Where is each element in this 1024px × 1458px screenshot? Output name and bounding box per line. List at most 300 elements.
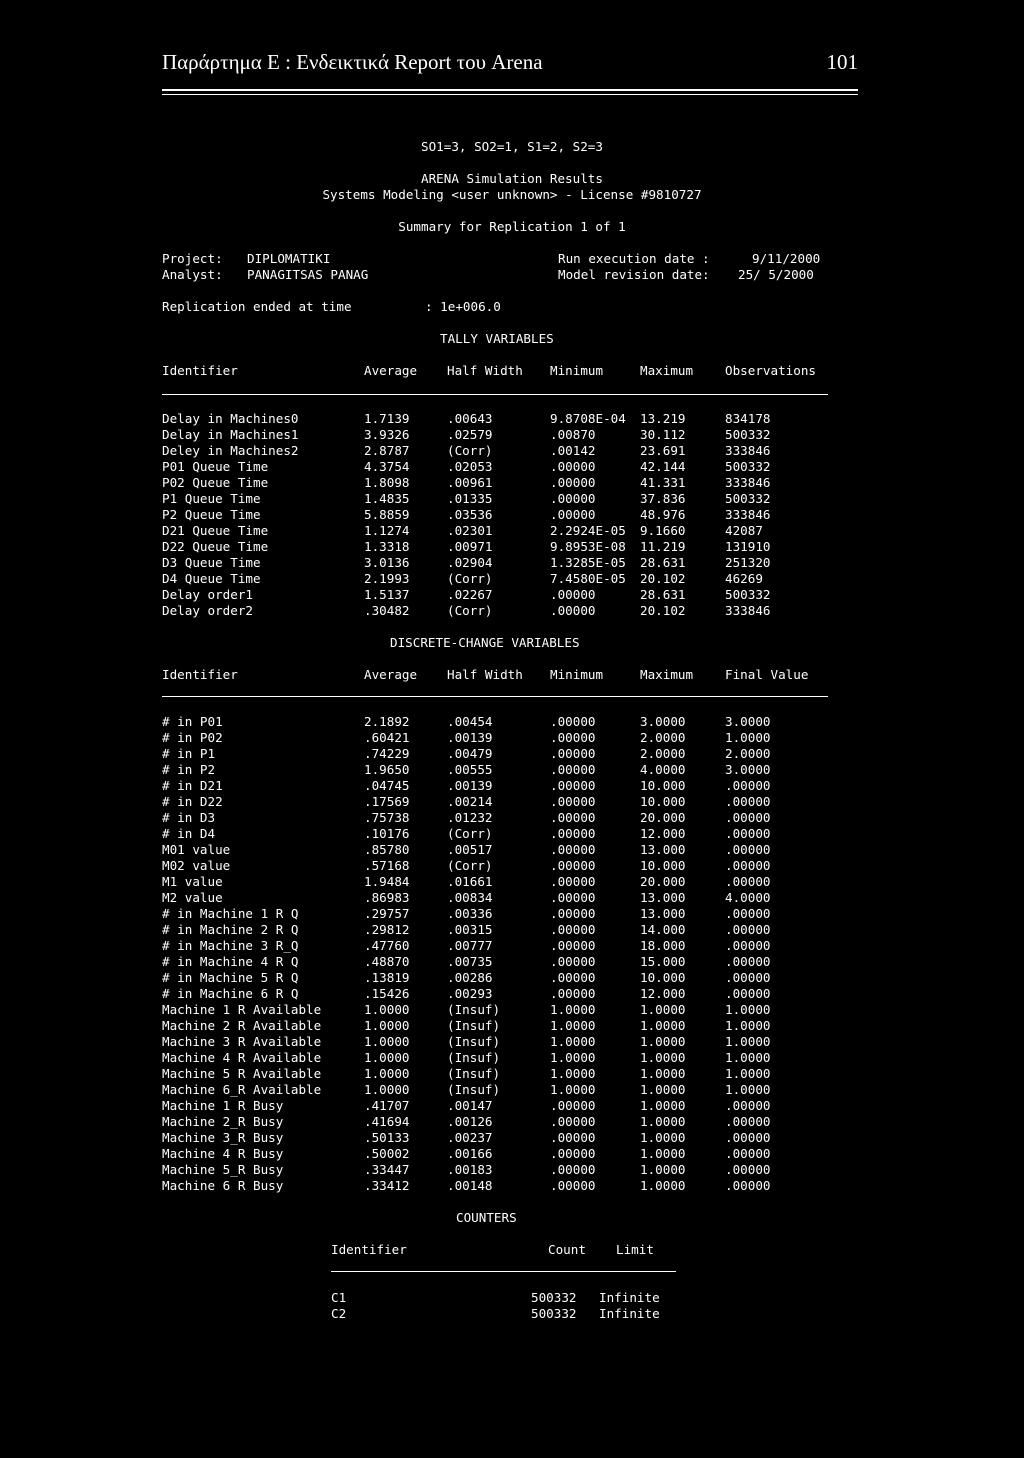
discrete-cell: 1.0000 — [640, 1178, 686, 1193]
discrete-cell: # in Machine 1 R Q — [162, 906, 299, 921]
discrete-cell: (Insuf) — [447, 1002, 501, 1017]
tally-cell: 333846 — [725, 475, 771, 490]
tally-cell: .00643 — [447, 411, 493, 426]
discrete-cell: 1.0000 — [640, 1018, 686, 1033]
discrete-cell: .00000 — [550, 1178, 596, 1193]
discrete-cell: 13.000 — [640, 842, 686, 857]
discrete-cell: .00000 — [725, 938, 771, 953]
discrete-row — [162, 1162, 771, 1178]
discrete-cell: 10.000 — [640, 778, 686, 793]
discrete-row — [162, 714, 771, 730]
discrete-cell: 12.000 — [640, 826, 686, 841]
discrete-cell: Machine 2 R Available — [162, 1018, 322, 1033]
discrete-cell: .00000 — [550, 1146, 596, 1161]
discrete-cell: 2.1892 — [364, 714, 410, 729]
tally-row — [162, 555, 771, 571]
discrete-cell: .00000 — [725, 1130, 771, 1145]
tally-cell: .01335 — [447, 491, 493, 506]
tally-col-minimum: Minimum — [550, 363, 604, 378]
discrete-cell: .00000 — [725, 858, 771, 873]
discrete-row — [162, 794, 771, 810]
tally-cell: .00000 — [550, 459, 596, 474]
discrete-cell: 13.000 — [640, 890, 686, 905]
tally-cell: P02 Queue Time — [162, 475, 269, 490]
discrete-cell: .00000 — [725, 1098, 771, 1113]
discrete-cell: .00139 — [447, 730, 493, 745]
discrete-cell: 1.0000 — [725, 730, 771, 745]
discrete-row — [162, 842, 771, 858]
discrete-cell: # in D3 — [162, 810, 216, 825]
tally-cell: Deley in Machines2 — [162, 443, 299, 458]
tally-cell: 9.8953E-08 — [550, 539, 626, 554]
discrete-cell: 1.0000 — [550, 1066, 596, 1081]
tally-row — [162, 491, 771, 507]
tally-cell: P01 Queue Time — [162, 459, 269, 474]
project-value: DIPLOMATIKI — [247, 251, 331, 266]
discrete-cell: .00000 — [550, 746, 596, 761]
discrete-cell: .00000 — [550, 794, 596, 809]
discrete-cell: 1.0000 — [725, 1002, 771, 1017]
discrete-cell: .00000 — [725, 842, 771, 857]
tally-cell: .02267 — [447, 587, 493, 602]
discrete-cell: .74229 — [364, 746, 410, 761]
tally-cell: 48.976 — [640, 507, 686, 522]
discrete-cell: 1.0000 — [364, 1050, 410, 1065]
tally-col-identifier: Identifier — [162, 363, 238, 378]
discrete-cell: .00000 — [550, 762, 596, 777]
discrete-cell: .13819 — [364, 970, 410, 985]
tally-cell: 1.1274 — [364, 523, 410, 538]
tally-cell: 23.691 — [640, 443, 686, 458]
tally-cell: .00142 — [550, 443, 596, 458]
discrete-cell: # in Machine 5 R Q — [162, 970, 299, 985]
discrete-cell: .33412 — [364, 1178, 410, 1193]
discrete-cell: .86983 — [364, 890, 410, 905]
discrete-cell: .29757 — [364, 906, 410, 921]
tally-cell: 834178 — [725, 411, 771, 426]
discrete-cell: .41707 — [364, 1098, 410, 1113]
discrete-cell: .50133 — [364, 1130, 410, 1145]
discrete-cell: .00147 — [447, 1098, 493, 1113]
discrete-cell: .41694 — [364, 1114, 410, 1129]
discrete-row — [162, 922, 771, 938]
counters-cell: 500332 — [531, 1306, 577, 1321]
discrete-row — [162, 1066, 771, 1082]
discrete-cell: .00000 — [550, 922, 596, 937]
discrete-row — [162, 1098, 771, 1114]
discrete-cell: (Corr) — [447, 826, 493, 841]
discrete-cell: 1.0000 — [640, 1082, 686, 1097]
results-title: ARENA Simulation Results — [421, 171, 603, 186]
tally-cell: 131910 — [725, 539, 771, 554]
discrete-cell: Machine 4 R Busy — [162, 1146, 284, 1161]
project-label: Project: — [162, 251, 223, 266]
counters-cell: 500332 — [531, 1290, 577, 1305]
discrete-cell: .00555 — [447, 762, 493, 777]
discrete-cell: 1.0000 — [640, 1098, 686, 1113]
discrete-cell: .00000 — [550, 730, 596, 745]
counters-rule — [331, 1271, 676, 1272]
counters-col-limit: Limit — [616, 1242, 654, 1257]
page-number: 101 — [826, 50, 858, 74]
counters-cell: C2 — [331, 1306, 347, 1321]
discrete-cell: .57168 — [364, 858, 410, 873]
tally-cell: 42087 — [725, 523, 763, 538]
discrete-cell: 13.000 — [640, 906, 686, 921]
revision-value: 25/ 5/2000 — [738, 267, 814, 282]
discrete-cell: .00000 — [725, 970, 771, 985]
discrete-cell: .00000 — [725, 810, 771, 825]
discrete-cell: M01 value — [162, 842, 231, 857]
tally-rule — [162, 394, 828, 395]
tally-row — [162, 587, 771, 603]
counters-table — [331, 1290, 660, 1322]
discrete-cell: .00777 — [447, 938, 493, 953]
tally-title: TALLY VARIABLES — [440, 331, 554, 346]
discrete-cell: 1.0000 — [640, 1146, 686, 1161]
discrete-cell: 14.000 — [640, 922, 686, 937]
discrete-col-identifier: Identifier — [162, 667, 238, 682]
discrete-col-halfwidth: Half Width — [447, 667, 523, 682]
tally-cell: 20.102 — [640, 603, 686, 618]
tally-cell: 500332 — [725, 587, 771, 602]
tally-cell: .00000 — [550, 587, 596, 602]
tally-cell: (Corr) — [447, 603, 493, 618]
tally-cell: 46269 — [725, 571, 763, 586]
discrete-col-average: Average — [364, 667, 418, 682]
discrete-cell: .00000 — [550, 1098, 596, 1113]
discrete-cell: .00454 — [447, 714, 493, 729]
tally-cell: 500332 — [725, 427, 771, 442]
discrete-cell: .00126 — [447, 1114, 493, 1129]
counters-row — [331, 1306, 660, 1322]
discrete-cell: .00000 — [550, 714, 596, 729]
tally-row — [162, 475, 771, 491]
params-line: SO1=3, SO2=1, S1=2, S2=3 — [421, 139, 603, 154]
tally-row — [162, 571, 771, 587]
tally-cell: 5.8859 — [364, 507, 410, 522]
tally-cell: 3.9326 — [364, 427, 410, 442]
discrete-col-final: Final Value — [725, 667, 809, 682]
discrete-cell: (Insuf) — [447, 1066, 501, 1081]
tally-cell: 333846 — [725, 443, 771, 458]
tally-cell: .02053 — [447, 459, 493, 474]
discrete-cell: .00336 — [447, 906, 493, 921]
discrete-cell: .15426 — [364, 986, 410, 1001]
tally-cell: 1.3318 — [364, 539, 410, 554]
tally-cell: 9.1660 — [640, 523, 686, 538]
tally-cell: 20.102 — [640, 571, 686, 586]
tally-cell: 37.836 — [640, 491, 686, 506]
tally-cell: Delay in Machines1 — [162, 427, 299, 442]
discrete-row — [162, 746, 771, 762]
discrete-cell: # in Machine 4 R Q — [162, 954, 299, 969]
tally-cell: .00961 — [447, 475, 493, 490]
discrete-cell: 2.0000 — [640, 746, 686, 761]
discrete-cell: # in P02 — [162, 730, 223, 745]
tally-cell: 2.2924E-05 — [550, 523, 626, 538]
tally-cell: 333846 — [725, 603, 771, 618]
header-rule — [162, 89, 858, 91]
tally-cell: Delay order1 — [162, 587, 253, 602]
discrete-col-maximum: Maximum — [640, 667, 694, 682]
discrete-cell: Machine 3 R Available — [162, 1034, 322, 1049]
discrete-row — [162, 938, 771, 954]
discrete-cell: .00517 — [447, 842, 493, 857]
discrete-rule — [162, 696, 828, 697]
discrete-cell: 1.0000 — [640, 1050, 686, 1065]
discrete-cell: 10.000 — [640, 970, 686, 985]
tally-cell: 41.331 — [640, 475, 686, 490]
discrete-cell: Machine 6 R Busy — [162, 1178, 284, 1193]
discrete-cell: .00139 — [447, 778, 493, 793]
discrete-cell: .33447 — [364, 1162, 410, 1177]
tally-cell: P1 Queue Time — [162, 491, 261, 506]
discrete-cell: 3.0000 — [725, 714, 771, 729]
counters-cell: Infinite — [599, 1290, 660, 1305]
discrete-cell: 15.000 — [640, 954, 686, 969]
tally-cell: Delay in Machines0 — [162, 411, 299, 426]
discrete-cell: 1.0000 — [364, 1018, 410, 1033]
tally-table — [162, 411, 771, 619]
tally-row — [162, 411, 771, 427]
tally-row — [162, 523, 771, 539]
discrete-cell: Machine 5 R Available — [162, 1066, 322, 1081]
discrete-row — [162, 954, 771, 970]
discrete-cell: .75738 — [364, 810, 410, 825]
discrete-row — [162, 762, 771, 778]
discrete-cell: .00000 — [550, 1162, 596, 1177]
analyst-value: PANAGITSAS PANAG — [247, 267, 369, 282]
tally-cell: 500332 — [725, 491, 771, 506]
discrete-cell: 3.0000 — [640, 714, 686, 729]
tally-cell: 3.0136 — [364, 555, 410, 570]
discrete-cell: .10176 — [364, 826, 410, 841]
discrete-cell: .00148 — [447, 1178, 493, 1193]
discrete-cell: # in P1 — [162, 746, 216, 761]
header-rule-thin — [162, 94, 858, 95]
discrete-cell: .01661 — [447, 874, 493, 889]
discrete-cell: .00000 — [550, 890, 596, 905]
tally-cell: D22 Queue Time — [162, 539, 269, 554]
counters-cell: Infinite — [599, 1306, 660, 1321]
revision-label: Model revision date: — [558, 267, 710, 282]
discrete-cell: .00000 — [550, 1130, 596, 1145]
tally-cell: .03536 — [447, 507, 493, 522]
tally-col-average: Average — [364, 363, 418, 378]
discrete-cell: .00000 — [550, 874, 596, 889]
counters-header — [331, 1242, 654, 1258]
discrete-cell: # in D22 — [162, 794, 223, 809]
discrete-cell: 20.000 — [640, 874, 686, 889]
discrete-cell: 1.0000 — [725, 1066, 771, 1081]
license-line: Systems Modeling <user unknown> - License #9810727 — [322, 187, 702, 202]
discrete-cell: 12.000 — [640, 986, 686, 1001]
discrete-cell: 1.0000 — [725, 1082, 771, 1097]
counters-row — [331, 1290, 660, 1306]
discrete-row — [162, 986, 771, 1002]
discrete-row — [162, 890, 771, 906]
discrete-cell: .00000 — [550, 906, 596, 921]
tally-cell: 28.631 — [640, 587, 686, 602]
discrete-cell: .00000 — [550, 1114, 596, 1129]
discrete-cell: .29812 — [364, 922, 410, 937]
counters-cell: C1 — [331, 1290, 347, 1305]
tally-cell: 7.4580E-05 — [550, 571, 626, 586]
discrete-cell: M1 value — [162, 874, 223, 889]
discrete-cell: Machine 4 R Available — [162, 1050, 322, 1065]
discrete-row — [162, 906, 771, 922]
tally-cell: .02904 — [447, 555, 493, 570]
discrete-title: DISCRETE-CHANGE VARIABLES — [390, 635, 580, 650]
discrete-row — [162, 778, 771, 794]
discrete-cell: .00166 — [447, 1146, 493, 1161]
discrete-cell: 1.0000 — [725, 1018, 771, 1033]
discrete-cell: 3.0000 — [725, 762, 771, 777]
discrete-cell: .00286 — [447, 970, 493, 985]
discrete-cell: .00000 — [550, 826, 596, 841]
discrete-cell: 1.0000 — [364, 1066, 410, 1081]
discrete-cell: 1.0000 — [725, 1050, 771, 1065]
tally-cell: 13.219 — [640, 411, 686, 426]
discrete-cell: .00000 — [725, 986, 771, 1001]
discrete-row — [162, 874, 771, 890]
tally-cell: 11.219 — [640, 539, 686, 554]
discrete-row — [162, 1114, 771, 1130]
discrete-cell: 1.0000 — [725, 1034, 771, 1049]
tally-row — [162, 507, 771, 523]
discrete-cell: Machine 5_R Busy — [162, 1162, 284, 1177]
tally-cell: 28.631 — [640, 555, 686, 570]
tally-cell: .00870 — [550, 427, 596, 442]
discrete-table — [162, 714, 771, 1194]
discrete-cell: .00735 — [447, 954, 493, 969]
discrete-cell: 1.0000 — [550, 1050, 596, 1065]
discrete-cell: 1.0000 — [364, 1082, 410, 1097]
tally-cell: .02301 — [447, 523, 493, 538]
discrete-row — [162, 826, 771, 842]
tally-cell: 1.4835 — [364, 491, 410, 506]
tally-row — [162, 539, 771, 555]
tally-cell: .00000 — [550, 603, 596, 618]
discrete-cell: # in P01 — [162, 714, 223, 729]
discrete-cell: .00000 — [550, 954, 596, 969]
discrete-cell: 20.000 — [640, 810, 686, 825]
discrete-cell: 10.000 — [640, 858, 686, 873]
discrete-cell: .85780 — [364, 842, 410, 857]
discrete-cell: 1.9484 — [364, 874, 410, 889]
discrete-cell: .00293 — [447, 986, 493, 1001]
discrete-cell: .00000 — [725, 874, 771, 889]
discrete-cell: .00000 — [725, 794, 771, 809]
discrete-cell: .00000 — [725, 778, 771, 793]
discrete-cell: 10.000 — [640, 794, 686, 809]
run-date-label: Run execution date : — [558, 251, 710, 266]
discrete-cell: 1.0000 — [364, 1034, 410, 1049]
replication-label: Replication ended at time — [162, 299, 352, 314]
tally-cell: D3 Queue Time — [162, 555, 261, 570]
discrete-cell: 1.0000 — [550, 1002, 596, 1017]
discrete-cell: .60421 — [364, 730, 410, 745]
discrete-cell: .47760 — [364, 938, 410, 953]
discrete-cell: (Insuf) — [447, 1034, 501, 1049]
discrete-cell: # in Machine 3 R_Q — [162, 938, 299, 953]
discrete-cell: Machine 6_R Available — [162, 1082, 322, 1097]
discrete-cell: .00479 — [447, 746, 493, 761]
discrete-cell: .00000 — [725, 954, 771, 969]
discrete-cell: .01232 — [447, 810, 493, 825]
discrete-cell: .00000 — [725, 922, 771, 937]
discrete-cell: Machine 1 R Busy — [162, 1098, 284, 1113]
tally-cell: 500332 — [725, 459, 771, 474]
discrete-cell: .00000 — [725, 906, 771, 921]
discrete-cell: # in Machine 6 R Q — [162, 986, 299, 1001]
discrete-header — [162, 667, 808, 683]
discrete-cell: .00000 — [550, 778, 596, 793]
discrete-cell: .00000 — [725, 1178, 771, 1193]
discrete-cell: (Insuf) — [447, 1082, 501, 1097]
tally-cell: 1.3285E-05 — [550, 555, 626, 570]
discrete-cell: .00834 — [447, 890, 493, 905]
tally-row — [162, 603, 771, 619]
tally-col-halfwidth: Half Width — [447, 363, 523, 378]
discrete-cell: # in Machine 2 R Q — [162, 922, 299, 937]
tally-cell: 1.7139 — [364, 411, 410, 426]
tally-cell: 9.8708E-04 — [550, 411, 626, 426]
tally-cell: Delay order2 — [162, 603, 253, 618]
tally-cell: .00000 — [550, 507, 596, 522]
discrete-row — [162, 730, 771, 746]
discrete-row — [162, 1178, 771, 1194]
discrete-row — [162, 810, 771, 826]
discrete-cell: 1.0000 — [640, 1002, 686, 1017]
tally-cell: .02579 — [447, 427, 493, 442]
discrete-cell: .00315 — [447, 922, 493, 937]
tally-cell: P2 Queue Time — [162, 507, 261, 522]
discrete-cell: 4.0000 — [725, 890, 771, 905]
discrete-row — [162, 1130, 771, 1146]
discrete-cell: 1.9650 — [364, 762, 410, 777]
discrete-cell: 1.0000 — [364, 1002, 410, 1017]
tally-cell: 1.8098 — [364, 475, 410, 490]
tally-cell: 4.3754 — [364, 459, 410, 474]
discrete-cell: .04745 — [364, 778, 410, 793]
discrete-cell: 18.000 — [640, 938, 686, 953]
discrete-cell: .17569 — [364, 794, 410, 809]
discrete-cell: 2.0000 — [640, 730, 686, 745]
discrete-cell: Machine 2_R Busy — [162, 1114, 284, 1129]
discrete-row — [162, 858, 771, 874]
discrete-cell: (Corr) — [447, 858, 493, 873]
counters-title: COUNTERS — [456, 1210, 517, 1225]
discrete-row — [162, 1146, 771, 1162]
discrete-cell: .00000 — [550, 842, 596, 857]
discrete-cell: .00000 — [725, 826, 771, 841]
discrete-col-minimum: Minimum — [550, 667, 604, 682]
tally-cell: 1.5137 — [364, 587, 410, 602]
discrete-cell: M02 value — [162, 858, 231, 873]
discrete-cell: (Insuf) — [447, 1018, 501, 1033]
discrete-row — [162, 1082, 771, 1098]
tally-cell: .00000 — [550, 475, 596, 490]
tally-cell: D4 Queue Time — [162, 571, 261, 586]
tally-cell: (Corr) — [447, 571, 493, 586]
discrete-cell: .50002 — [364, 1146, 410, 1161]
tally-cell: D21 Queue Time — [162, 523, 269, 538]
tally-row — [162, 459, 771, 475]
discrete-cell: .48870 — [364, 954, 410, 969]
discrete-cell: # in P2 — [162, 762, 216, 777]
